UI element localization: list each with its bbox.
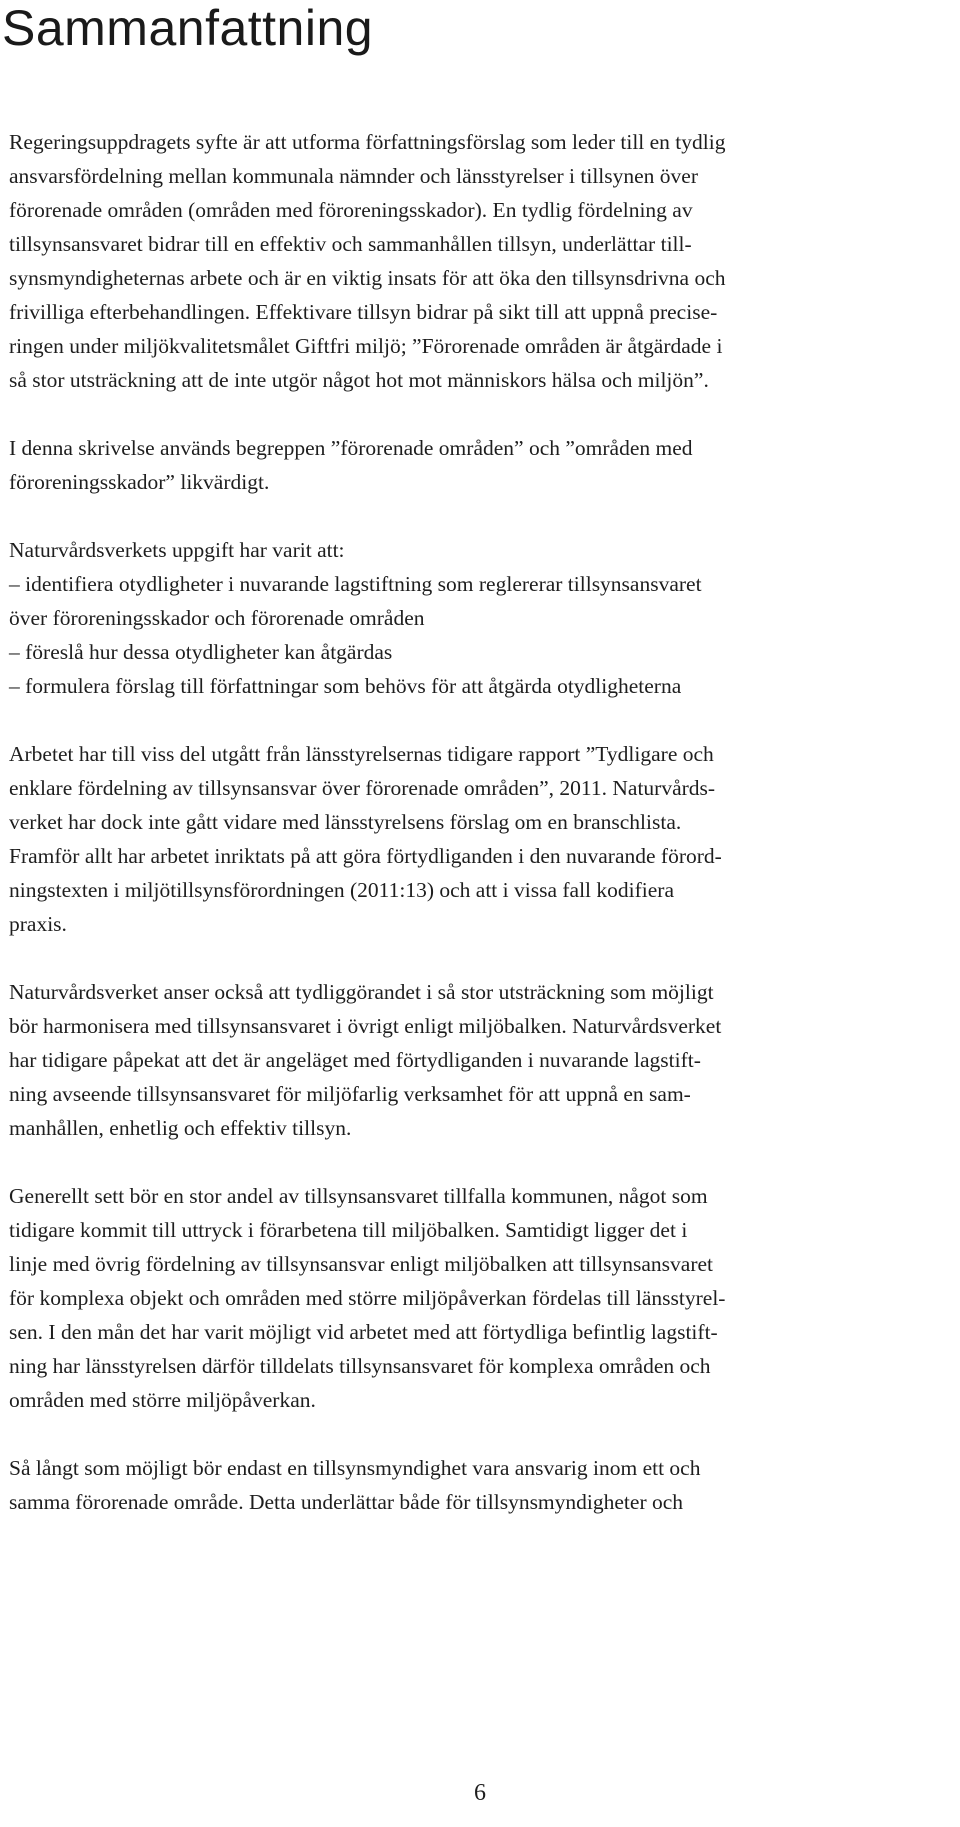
text-line: tillsynsansvaret bidrar till en effektiv och sammanhållen tillsyn, underlättar till- bbox=[9, 232, 692, 256]
paragraph bbox=[9, 431, 954, 499]
text-line: tidigare kommit till uttryck i förarbetena till miljöbalken. Samtidigt ligger det i bbox=[9, 1218, 688, 1242]
text-line: verket har dock inte gått vidare med länsstyrelsens förslag om en branschlista. bbox=[9, 810, 682, 834]
paragraph bbox=[9, 1179, 954, 1417]
text-line: frivilliga efterbehandlingen. Effektivare tillsyn bidrar på sikt till att uppnå precise- bbox=[9, 300, 718, 324]
paragraph bbox=[9, 533, 954, 703]
paragraph bbox=[9, 737, 954, 941]
text-line: ning avseende tillsynsansvaret för miljöfarlig verksamhet för att uppnå en sam- bbox=[9, 1082, 691, 1106]
paragraph bbox=[9, 1451, 954, 1519]
text-line: bör harmonisera med tillsynsansvaret i övrigt enligt miljöbalken. Naturvårdsverket bbox=[9, 1014, 722, 1038]
text-line: sen. I den mån det har varit möjligt vid arbetet med att förtydliga befintlig lagstift- bbox=[9, 1320, 718, 1344]
text-line: samma förorenade område. Detta underlättar både för tillsynsmyndigheter och bbox=[9, 1490, 684, 1514]
text-line: ning har länsstyrelsen därför tilldelats tillsynsansvaret för komplexa områden och bbox=[9, 1354, 711, 1378]
page-number: 6 bbox=[474, 1780, 486, 1806]
text-line: – formulera förslag till författningar som behövs för att åtgärda otydligheterna bbox=[9, 674, 682, 698]
text-line: ringen under miljökvalitetsmålet Giftfri miljö; ”Förorenade områden är åtgärdade i bbox=[9, 334, 723, 358]
text-line: linje med övrig fördelning av tillsynsansvar enligt miljöbalken att tillsynsansvaret bbox=[9, 1252, 713, 1276]
text-line: över föroreningsskador och förorenade områden bbox=[9, 606, 425, 630]
text-line: områden med större miljöpåverkan. bbox=[9, 1388, 316, 1412]
text-line: I denna skrivelse används begreppen ”förorenade områden” och ”områden med bbox=[9, 436, 693, 460]
text-line: för komplexa objekt och områden med större miljöpåverkan fördelas till länsstyrel- bbox=[9, 1286, 726, 1310]
text-line: ningstexten i miljötillsynsförordningen (2011:13) och att i vissa fall kodifiera bbox=[9, 878, 674, 902]
text-line: förorenade områden (områden med föroreningsskador). En tydlig fördelning av bbox=[9, 198, 693, 222]
text-line: Regeringsuppdragets syfte är att utforma författningsförslag som leder till en tydlig bbox=[9, 130, 726, 154]
text-line: föroreningsskador” likvärdigt. bbox=[9, 470, 270, 494]
text-line: enklare fördelning av tillsynsansvar över förorenade områden”, 2011. Naturvårds- bbox=[9, 776, 716, 800]
text-line: Så långt som möjligt bör endast en tillsynsmyndighet vara ansvarig inom ett och bbox=[9, 1456, 701, 1480]
text-line: har tidigare påpekat att det är angeläget med förtydliganden i nuvarande lagstift- bbox=[9, 1048, 701, 1072]
body-text bbox=[9, 125, 954, 1553]
text-line: synsmyndigheternas arbete och är en viktig insats för att öka den tillsynsdrivna och bbox=[9, 266, 726, 290]
paragraph bbox=[9, 975, 954, 1145]
text-line: Naturvårdsverket anser också att tydliggörandet i så stor utsträckning som möjligt bbox=[9, 980, 714, 1004]
paragraph bbox=[9, 125, 954, 397]
text-line: – identifiera otydligheter i nuvarande lagstiftning som reglererar tillsynsansvaret bbox=[9, 572, 702, 596]
text-line: Generellt sett bör en stor andel av tillsynsansvaret tillfalla kommunen, något som bbox=[9, 1184, 708, 1208]
text-line: ansvarsfördelning mellan kommunala nämnder och länsstyrelser i tillsynen över bbox=[9, 164, 699, 188]
text-line: praxis. bbox=[9, 912, 67, 936]
page-title: Sammanfattning bbox=[2, 0, 374, 56]
text-line: Naturvårdsverkets uppgift har varit att: bbox=[9, 538, 345, 562]
text-line: så stor utsträckning att de inte utgör något hot mot människors hälsa och miljön”. bbox=[9, 368, 709, 392]
text-line: manhållen, enhetlig och effektiv tillsyn. bbox=[9, 1116, 352, 1140]
text-line: Arbetet har till viss del utgått från länsstyrelsernas tidigare rapport ”Tydligare och bbox=[9, 742, 714, 766]
text-line: – föreslå hur dessa otydligheter kan åtgärdas bbox=[9, 640, 393, 664]
text-line: Framför allt har arbetet inriktats på att göra förtydliganden i den nuvarande förord- bbox=[9, 844, 722, 868]
